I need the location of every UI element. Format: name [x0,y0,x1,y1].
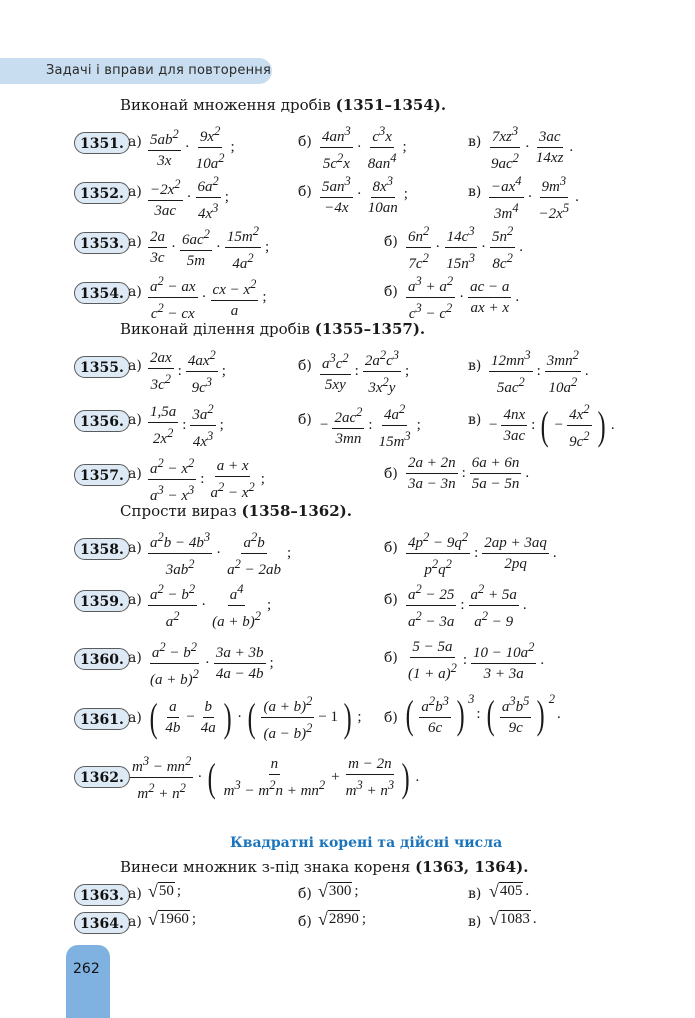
label-b: б) [384,650,398,666]
label-b: б) [384,592,398,608]
expr-1353a: $\frac{2a}{3c}$ · $\frac{6ac^2}{5m}$ · $\frac{15m^2}{4a^2}$ ; [150,224,270,272]
label-a: а) [128,234,142,250]
label-v: в) [468,412,482,428]
label-v: в) [468,358,482,374]
expr-1363b: √ 300 ; [318,881,359,901]
instruction-multiply: Виконай множення дробів (1351–1354). [120,96,447,114]
label-a: а) [128,592,142,608]
label-a: а) [128,540,142,556]
label-b: б) [298,358,312,374]
expr-1360a: $\frac{a^2 - b^2}{(a + b)^2}$ · $\frac{3a + 3b}{4a - 4b}$ ; [150,640,274,688]
label-v: в) [468,886,482,902]
expr-1360b: $\frac{5 - 5a}{(1 + a)^2}$ : $\frac{10 - 10a^2}{3 + 3a}$ . [408,639,545,682]
section-header-tab [0,58,272,84]
expr-1354a: $\frac{a^2 - ax}{c^2 - cx}$ · $\frac{cx - x^2}{a}$ ; [150,274,267,322]
label-a: а) [128,914,142,930]
problem-number-1362: 1362. [74,766,130,788]
expr-1361b: ( $\frac{a^2b^3}{6c}$ ) $^3$ : ( $\frac{a^3b^5}{9c}$ ) $^2$ . [405,691,561,737]
problem-number-1364: 1364. [74,912,130,934]
expr-1358b: $\frac{4p^2 - 9q^2}{p^2q^2}$ : $\frac{2ap + 3aq}{2pq}$ . [408,530,557,578]
page-number: 262 [73,961,100,977]
expr-1361a: ( $\frac{a}{4b}$ − $\frac{b}{4a}$ ) · ( $\frac{(a + b)^2}{(a - b)^2}$ − 1 ) ; [149,694,362,742]
label-a: а) [128,886,142,902]
expr-1364a: √ 1960 ; [148,909,197,929]
label-b: б) [384,234,398,250]
expr-1363a: √ 50 ; [148,881,182,901]
instruction-simplify: Спрости вираз (1358–1362). [120,502,352,520]
expr-1352a: $\frac{-2x^2}{3ac}$ · $\frac{6a^2}{4x^3}$ ; [150,174,229,222]
label-a: а) [128,466,142,482]
expr-1364b: √ 2890 ; [318,909,367,929]
label-a: а) [128,184,142,200]
label-a: а) [128,710,142,726]
label-b: б) [298,886,312,902]
section-title: Квадратні корені та дійсні числа [230,835,503,851]
label-b: б) [384,284,398,300]
problem-number-1351: 1351. [74,132,130,154]
problem-number-1358: 1358. [74,538,130,560]
label-b: б) [384,466,398,482]
expr-1351v: $\frac{7xz^3}{9ac^2}$ · $\frac{3ac}{14xz}$ . [491,124,574,172]
problem-number-1353: 1353. [74,232,130,254]
label-v: в) [468,914,482,930]
expr-1359b: $\frac{a^2 - 25}{a^2 - 3a}$ : $\frac{a^2 + 5a}{a^2 - 9}$ . [408,582,527,630]
expr-1352v: $\frac{-ax^4}{3m^4}$ · $\frac{9m^3}{-2x^5}$ . [491,174,579,222]
label-b: б) [298,914,312,930]
label-a: а) [128,134,142,150]
problem-number-1354: 1354. [74,282,130,304]
expr-1356a: $\frac{1,5a}{2x^2}$ : $\frac{3a^2}{4x^3}$ ; [150,402,224,450]
problem-number-1361: 1361. [74,708,130,730]
expr-1353b: $\frac{6n^2}{7c^2}$ · $\frac{14c^3}{15n^3}$ · $\frac{5n^2}{8c^2}$ . [408,224,523,272]
expr-1359a: $\frac{a^2 - b^2}{a^2}$ · $\frac{a^4}{(a + b)^2}$ ; [150,582,272,630]
expr-1355v: $\frac{12mn^3}{5ac^2}$ : $\frac{3mn^2}{10a^2}$ . [491,348,589,396]
problem-number-1360: 1360. [74,648,130,670]
label-b: б) [384,540,398,556]
expr-1362: $\frac{m^3 - mn^2}{m^2 + n^2}$ · ( $\frac{n}{m^3 - m^2n + mn^2}$ + $\frac{m - 2n}{m^3 + n^3}$ ) . [132,754,420,802]
expr-1355a: $\frac{2ax}{3c^2}$ : $\frac{4ax^2}{9c^3}$ ; [150,348,226,396]
expr-1351b: $\frac{4an^3}{5c^2x}$ · $\frac{c^3x}{8an^4}$ ; [322,124,407,172]
expr-1363v: √ 405 . [489,881,530,901]
expr-1352b: $\frac{5an^3}{-4x}$ · $\frac{8x^3}{10an}$ ; [322,174,408,216]
section-header-text: Задачі і вправи для повторення [46,63,272,78]
label-b: б) [298,184,312,200]
instruction-divide: Виконай ділення дробів (1355–1357). [120,320,426,338]
label-v: в) [468,134,482,150]
expr-1351a: $\frac{5ab^2}{3x}$ · $\frac{9x^2}{10a^2}$ ; [150,124,235,172]
expr-1364v: √ 1083 . [489,909,537,929]
problem-number-1357: 1357. [74,464,130,486]
label-b: б) [298,134,312,150]
instruction-factor-out: Винеси множник з-під знака кореня (1363, 1364). [120,858,529,876]
expr-1355b: $\frac{a^3c^2}{5xy}$ : $\frac{2a^2c^3}{3x^2y}$ ; [322,348,410,396]
label-a: а) [128,412,142,428]
label-v: в) [468,184,482,200]
label-b: б) [384,710,398,726]
expr-1356b: − $\frac{2ac^2}{3mn}$ : $\frac{4a^2}{15m^3}$ ; [320,402,421,450]
problem-number-1355: 1355. [74,356,130,378]
label-a: а) [128,650,142,666]
expr-1356v: − $\frac{4nx}{3ac}$ : ( − $\frac{4x^2}{9c^2}$ ) . [489,402,615,450]
label-a: а) [128,358,142,374]
label-b: б) [298,412,312,428]
expr-1357a: $\frac{a^2 - x^2}{a^3 - x^3}$ : $\frac{a + x}{a^2 - x^2}$ ; [150,456,265,504]
problem-number-1363: 1363. [74,884,130,906]
expr-1354b: $\frac{a^3 + a^2}{c^3 - c^2}$ · $\frac{ac - a}{ax + x}$ . [408,274,520,322]
expr-1357b: $\frac{2a + 2n}{3a - 3n}$ : $\frac{6a + 6n}{5a - 5n}$ . [408,455,530,492]
label-a: а) [128,284,142,300]
problem-number-1352: 1352. [74,182,130,204]
problem-number-1359: 1359. [74,590,130,612]
expr-1358a: $\frac{a^2b - 4b^3}{3ab^2}$ · $\frac{a^2b}{a^2 - 2ab}$ ; [150,530,292,578]
problem-number-1356: 1356. [74,410,130,432]
page-number-tab [66,945,110,1018]
